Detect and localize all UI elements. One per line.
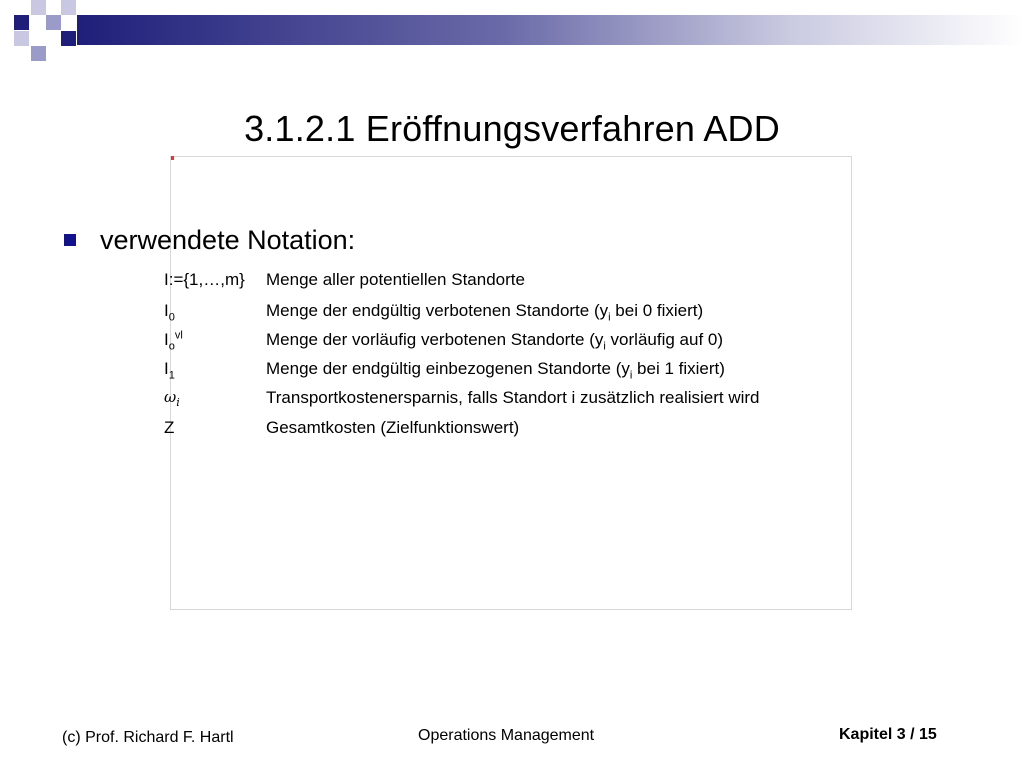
notation-symbol: $I_1$	[164, 359, 175, 382]
notation-description: Gesamtkosten (Zielfunktionswert)	[266, 418, 520, 437]
notation-symbol: $I_0$	[164, 301, 175, 324]
notation-description: Menge aller potentiellen Standorte	[266, 270, 525, 289]
notation-description: Menge der endgültig einbezogenen Standorte ($y_i$ bei 1 fixiert)	[266, 359, 725, 382]
notation-row	[0, 330, 1024, 360]
embedded-object-marker	[171, 156, 209, 160]
header-gradient-bar	[77, 15, 1024, 45]
footer-page-number: Kapitel 3 / 15	[839, 726, 937, 743]
notation-symbol: $\omega_i$	[164, 388, 180, 409]
notation-row	[0, 418, 1024, 448]
bullet-text: verwendete Notation:	[100, 225, 356, 255]
notation-description: Transportkostenersparnis, falls Standort i zusätzlich realisiert wird	[266, 388, 760, 407]
decor-square	[46, 15, 61, 30]
notation-row	[0, 359, 1024, 389]
decor-square	[31, 0, 46, 15]
decor-square	[31, 46, 46, 61]
notation-symbol: Z	[164, 418, 175, 437]
notation-description: Menge der endgültig verbotenen Standorte ($y_i$ bei 0 fixiert)	[266, 301, 704, 324]
footer-author: (c) Prof. Richard F. Hartl	[62, 729, 234, 746]
notation-row	[0, 388, 1024, 418]
notation-row	[0, 301, 1024, 331]
decor-square	[14, 31, 29, 46]
bullet-square-icon	[64, 234, 76, 246]
notation-row	[0, 270, 1024, 300]
notation-description: Menge der vorläufig verbotenen Standorte ($y_i$ vorläufig auf 0)	[266, 330, 724, 353]
footer-course: Operations Management	[418, 727, 595, 744]
notation-symbol: $I_o^{vl}$	[164, 329, 183, 353]
decor-square	[61, 31, 76, 46]
notation-symbol: I:={1,…,m}	[164, 270, 245, 289]
slide-title: 3.1.2.1 Eröffnungsverfahren ADD	[244, 108, 780, 149]
decor-square	[14, 15, 29, 30]
decor-square	[61, 0, 76, 15]
